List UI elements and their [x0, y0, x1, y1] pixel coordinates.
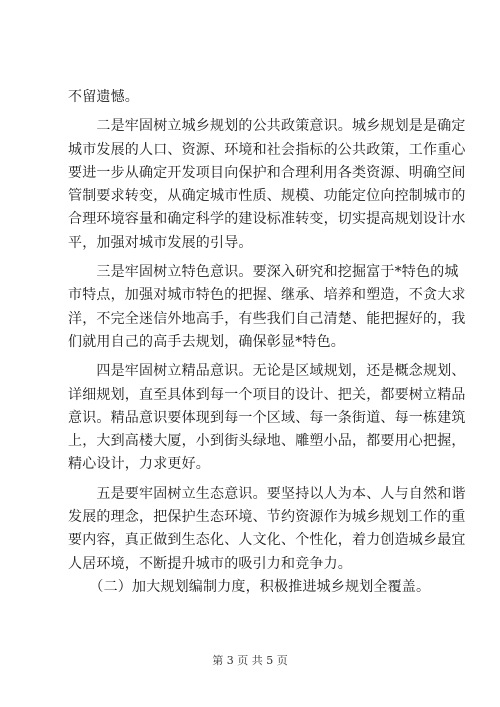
text-line: 合理环境容量和确定科学的建设标准转变，切实提高规划设计水 [68, 211, 466, 228]
paragraph-ecology [68, 483, 466, 576]
text-line: 要进一步从确定开发项目向保护和合理利用各类资源、明确空间 [68, 164, 466, 181]
text-line: 精心设计，力求更好。 [68, 456, 210, 473]
text-line: 发展的理念，把保护生态环境、节约资源作为城乡规划工作的重 [68, 509, 466, 526]
text-line: 不留遗憾。 [68, 89, 139, 105]
page-number-footer: 第 3 页 共 5 页 [212, 654, 288, 667]
text-line: 四是牢固树立精品意识。无论是区域规划，还是概念规划、 [68, 363, 466, 380]
text-line: （二）加大规划编制力度，积极推进城乡规划全覆盖。 [68, 578, 431, 595]
section-heading [68, 576, 438, 599]
text-line: 意识。精品意识要体现到每一个区域、每一条街道、每一栋建筑 [68, 409, 466, 426]
text-line: 们就用自己的高手去规划，确保彰显*特色。 [68, 333, 345, 350]
text-line: 五是要牢固树立生态意识。要坚持以人为本、人与自然和谐 [68, 485, 466, 502]
text-line: 城市发展的人口、资源、环境和社会指标的公共政策，工作重心 [68, 141, 466, 158]
paragraph-quality [68, 360, 466, 476]
text-line: 二是牢固树立城乡规划的公共政策意识。城乡规划是是确定 [68, 118, 466, 135]
text-line: 市特点，加强对城市特色的把握、继承、培养和塑造，不贪大求 [68, 287, 466, 304]
paragraph-characteristic [68, 261, 466, 354]
text-line: 上，大到高楼大厦，小到街头绿地、雕塑小品，都要用心把握， [68, 433, 466, 450]
text-line: 平，加强对城市发展的引导。 [68, 234, 253, 251]
text-line: 管制要求转变，从确定城市性质、规模、功能定位向控制城市的 [68, 188, 466, 205]
document-body [68, 86, 466, 599]
paragraph-continuation [68, 86, 438, 109]
text-line: 洋，不完全迷信外地高手，有些我们自己清楚、能把握好的，我 [68, 310, 466, 327]
text-line: 要内容，真正做到生态化、人文化、个性化，着力创造城乡最宜 [68, 532, 466, 549]
paragraph-public-policy [68, 115, 466, 255]
text-line: 详细规划，直至具体到每一个项目的设计、把关，都要树立精品 [68, 386, 466, 403]
text-line: 三是牢固树立特色意识。要深入研究和挖掘富于*特色的城 [68, 264, 459, 281]
text-line: 人居环境，不断提升城市的吸引力和竞争力。 [68, 555, 352, 572]
